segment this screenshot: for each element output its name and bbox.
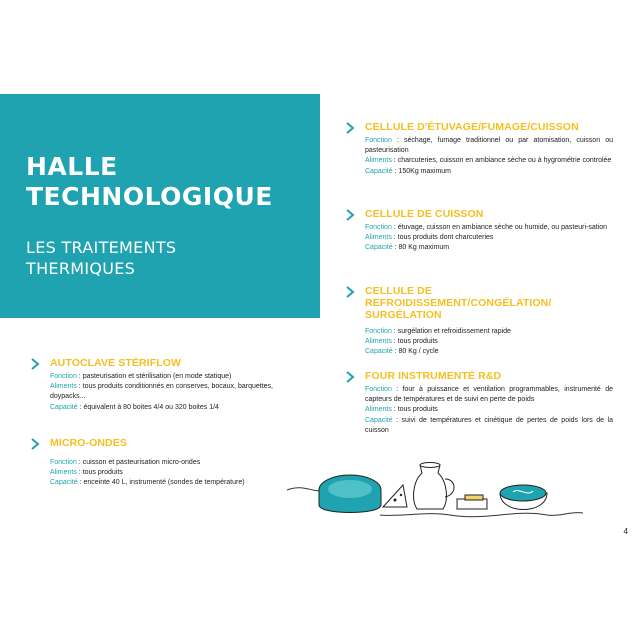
butter-icon [457, 495, 487, 509]
capacite-label: Capacité [50, 479, 78, 487]
fonction-value: pasteurisation et stérilisation (en mode statique) [82, 373, 232, 380]
page-number: 4 [623, 527, 628, 536]
four-capacite: Capacité : suivi de températures et cinétique de pertes de poids lors de la cuisson [365, 416, 613, 434]
section-micro-ondes [30, 437, 292, 489]
aliments-value: tous produits [397, 406, 438, 414]
aliments-label: Aliments [365, 234, 392, 242]
page-title-line-2: TECHNOLOGIQUE [26, 182, 273, 211]
fonction-label: Fonction [365, 224, 392, 231]
fonction-label: Fonction [365, 328, 392, 335]
section-etuvage-title: CELLULE D'ÉTUVAGE/FUMAGE/CUISSON [365, 121, 579, 133]
aliments-label: Aliments [50, 469, 77, 477]
section-micro-ondes-body [30, 458, 292, 489]
chevron-right-icon [345, 286, 355, 298]
fonction-value: surgélation et refroidissement rapide [397, 328, 511, 335]
section-four-head [345, 370, 613, 382]
section-refroidissement-title-line-2: SURGÉLATION [365, 309, 442, 321]
four-aliments: Aliments : tous produits [365, 406, 438, 414]
capacite-label: Capacité [365, 348, 393, 356]
refroid-fonction: Fonction : surgélation et refroidissement rapide [365, 328, 511, 335]
cheese-wheel-icon [319, 475, 381, 513]
section-autoclave-head [30, 357, 292, 369]
section-four [345, 370, 613, 436]
section-etuvage-head [345, 121, 613, 133]
page-title [26, 152, 316, 212]
fonction-label: Fonction [50, 373, 77, 380]
section-cuisson [345, 208, 613, 254]
autoclave-fonction: Fonction : pasteurisation et stérilisation (en mode statique) [50, 373, 232, 380]
micro-capacite: Capacité : enceinte 40 L, instrumenté (sondes de température) [50, 479, 245, 487]
capacite-value: 80 Kg / cycle [398, 348, 439, 356]
fonction-value: four à puissance et ventilation programmables, instrumenté de capteurs de températures et de suivi en perte de poids [365, 386, 613, 404]
section-micro-ondes-head [30, 437, 292, 449]
capacite-value: 80 Kg maximum [398, 244, 450, 252]
chevron-right-icon [345, 371, 355, 383]
chevron-right-icon [345, 209, 355, 221]
autoclave-capacite: Capacité : équivalent à 80 boites 4/4 ou 320 boites 1/4 [50, 403, 219, 411]
fonction-label: Fonction [365, 137, 392, 144]
section-refroidissement-head [345, 285, 613, 321]
autoclave-aliments: Aliments : tous produits conditionnés en conserves, bocaux, barquettes, doypacks... [50, 383, 273, 401]
section-four-title: FOUR INSTRUMENTÉ R&D [365, 370, 502, 382]
section-autoclave-body [30, 372, 292, 413]
aliments-value: tous produits [82, 469, 123, 477]
section-autoclave-title: AUTOCLAVE STÉRIFLOW [50, 357, 182, 369]
cuisson-fonction: Fonction : étuvage, cuisson en ambiance sèche ou humide, ou pasteuri-sation [365, 224, 608, 231]
section-refroidissement-title [365, 285, 613, 321]
section-refroidissement-body [345, 327, 613, 358]
milk-jug-icon [414, 463, 454, 510]
section-cuisson-body [345, 223, 613, 254]
capacite-value: enceinte 40 L, instrumenté (sondes de température) [83, 479, 245, 487]
section-autoclave [30, 357, 292, 413]
hero-banner [0, 94, 320, 318]
section-etuvage [345, 121, 613, 177]
capacite-label: Capacité [365, 244, 393, 252]
capacite-label: Capacité [50, 403, 78, 411]
capacite-value: équivalent à 80 boites 4/4 ou 320 boites 1/4 [83, 403, 219, 411]
capacite-label: Capacité [365, 167, 393, 175]
section-four-body [345, 385, 613, 436]
cuisson-aliments: Aliments : tous produits dont charcuteries [365, 234, 494, 242]
food-illustration [285, 445, 585, 530]
capacite-value: 150Kg maximum [398, 167, 452, 175]
page-subtitle-line-2: THERMIQUES [26, 259, 136, 278]
section-cuisson-title: CELLULE DE CUISSON [365, 208, 484, 220]
etuvage-aliments: Aliments : charcuteries, cuisson en ambiance sèche ou à hygrométrie controlée [365, 157, 612, 165]
aliments-label: Aliments [50, 383, 77, 391]
section-micro-ondes-title: MICRO-ONDES [50, 437, 127, 449]
chevron-right-icon [30, 358, 40, 370]
refroid-aliments: Aliments : tous produits [365, 338, 438, 346]
aliments-label: Aliments [365, 338, 392, 346]
aliments-value: tous produits conditionnés en conserves, bocaux, barquettes, doypacks... [50, 383, 273, 401]
section-refroidissement [345, 285, 613, 358]
micro-fonction: Fonction : cuisson et pasteurisation micro-ondes [50, 459, 201, 466]
aliments-value: charcuteries, cuisson en ambiance sèche ou à hygrométrie controlée [397, 157, 612, 165]
yogurt-bowl-icon [500, 485, 547, 510]
aliments-value: tous produits [397, 338, 438, 346]
etuvage-capacite: Capacité : 150Kg maximum [365, 167, 452, 175]
etuvage-fonction: Fonction : séchage, fumage traditionnel ou par atomisation, cuisson ou pasteurisation [365, 137, 613, 155]
page-subtitle [26, 237, 316, 279]
aliments-value: tous produits dont charcuteries [397, 234, 494, 242]
cheese-wedge-icon [383, 485, 407, 507]
cuisson-capacite: Capacité : 80 Kg maximum [365, 244, 450, 252]
section-etuvage-body [345, 136, 613, 177]
capacite-label: Capacité [365, 416, 393, 424]
aliments-label: Aliments [365, 406, 392, 414]
fonction-value: séchage, fumage traditionnel ou par atomisation, cuisson ou pasteurisation [365, 137, 613, 155]
page-title-line-1: HALLE [26, 152, 118, 181]
section-refroidissement-title-line-1: CELLULE DE REFROIDISSEMENT/CONGÉLATION/ [365, 285, 552, 309]
fonction-value: cuisson et pasteurisation micro-ondes [82, 459, 201, 466]
fonction-label: Fonction [50, 459, 77, 466]
section-cuisson-head [345, 208, 613, 220]
aliments-label: Aliments [365, 157, 392, 165]
capacite-value: suivi de températures et cinétique de pertes de poids lors de la cuisson [365, 416, 613, 434]
page-subtitle-line-1: LES TRAITEMENTS [26, 238, 177, 257]
micro-aliments: Aliments : tous produits [50, 469, 123, 477]
fonction-value: étuvage, cuisson en ambiance sèche ou humide, ou pasteuri-sation [397, 224, 608, 231]
chevron-right-icon [30, 438, 40, 450]
refroid-capacite: Capacité : 80 Kg / cycle [365, 348, 439, 356]
four-fonction: Fonction : four à puissance et ventilation programmables, instrumenté de capteurs de températures et de suivi en perte de poids [365, 386, 613, 404]
chevron-right-icon [345, 122, 355, 134]
fonction-label: Fonction [365, 386, 392, 393]
